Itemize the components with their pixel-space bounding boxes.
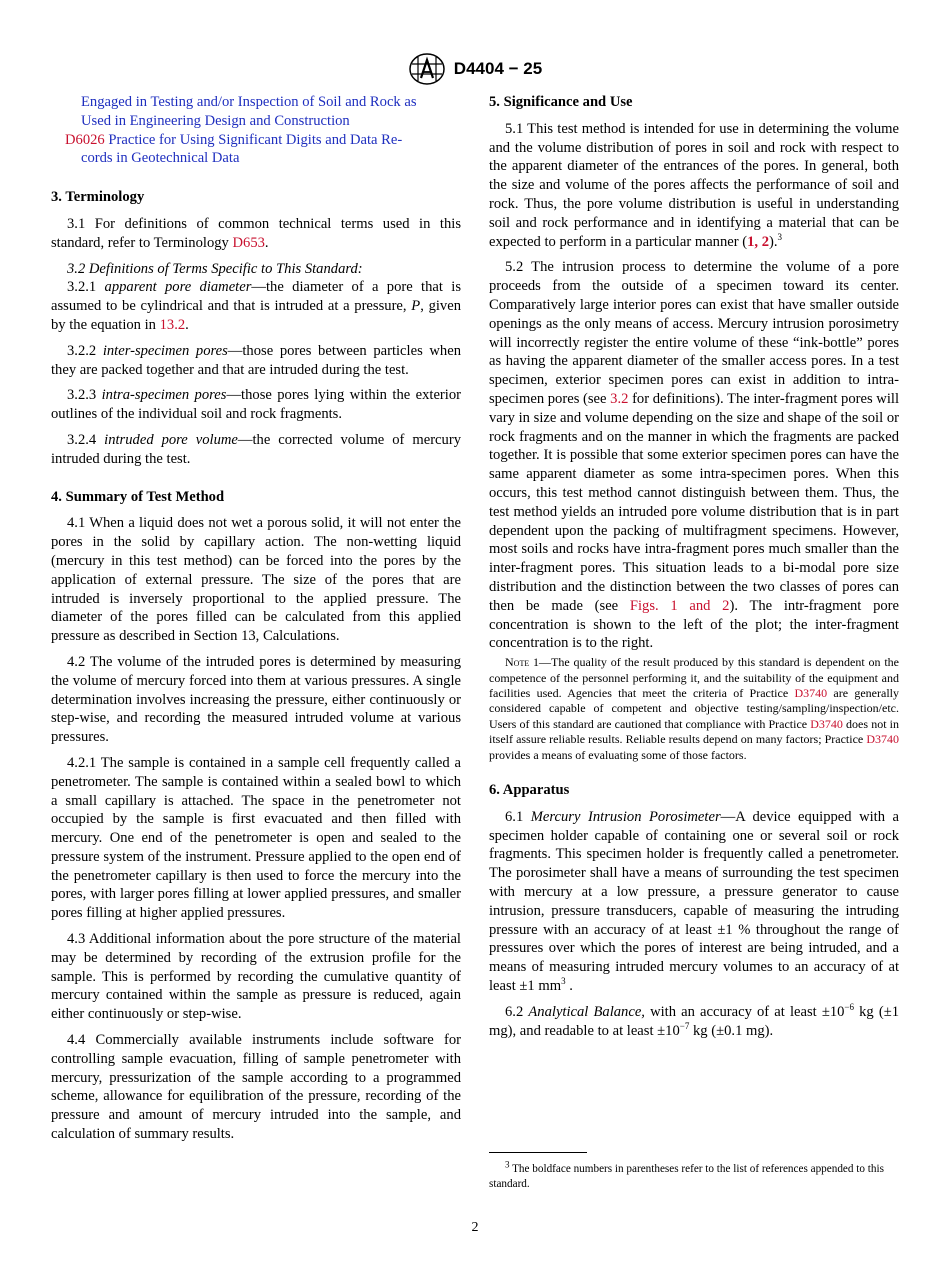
paragraph-3-2-3: 3.2.3 intra-specimen pores—those pores lying within the exterior outlines of the individual soil and rock fragments. [51,387,462,423]
footnote-divider [489,1152,587,1153]
paragraph-3-2-4: 3.2.4 intruded pore volume—the corrected volume of mercury intruded during the test. [51,431,461,467]
document-designation: D4404 − 25 [453,59,543,78]
section-heading-significance: 5. Significance and Use [489,94,633,110]
paragraph-4-2: 4.2 The volume of the intruded pores is determined by measuring the volume of mercury forced into them at various pressures. A single determination involves increasing the pressure, either continuously or step-wise, and recording the measured intruded volume at various pressures. [51,653,461,746]
paragraph-4-1: 4.1 When a liquid does not wet a porous solid, it will not enter the pores in the solid by capillary action. The non-wetting liquid (mercury in this test method) can be forced into the pores by the application of external pressure. The size of the pores that are intruded is inversely proportional to the applied pressure. The diameter of the pores filled can be calculated from this applied pressure as described in Section 13, Calculations. [51,515,461,645]
link-d3740[interactable]: D3740 [866,732,899,747]
paragraph-4-4: 4.4 Commercially available instruments include software for controlling sample evacuation, filling of sample penetrometer with mercury, pressurization of the sample according to a programmed scheme, allowance for equilibration of the pressure, recording of the pressure and amount of mercury intruded into the sample, and calculation of summary results. [51,1032,461,1143]
reference-citation-link[interactable]: 1, 2 [747,233,769,250]
paragraph-5-1: 5.1 This test method is intended for use in determining the volume and the volume distribution of pores in soil and rock with respect to the apparent diameter of the entrances of the pores. In general, both the size and volume of the pores affects the performance of soil and rock. Thus, the pore volume distribution is useful in understanding soil and rock performance and in identifying a material that can be expected to perform in a particular manner (1, 2).$^3$ [489,120,899,250]
link-d653[interactable]: D653 [232,234,265,251]
paragraph-3-2-2: 3.2.2 inter-specimen pores—those pores between particles when they are packed together and that are intruded during the test. [51,342,461,378]
link-3-2[interactable]: 3.2 [610,390,629,407]
reference-title-link[interactable]: Used in Engineering Design and Construction [81,112,350,129]
left-column [51,93,461,1151]
paragraph-3-1: 3.1 For definitions of common technical terms used in this standard, refer to Terminology D653. [51,215,461,251]
note-label: Note [505,655,530,670]
note-1: Note 1—The quality of the result produced by this standard is dependent on the competence of the personnel performing it, and the suitability of the equipment and facilities used. Agencies that meet the criteria of Practice D3740 are generally considered capable of competent and objective testing/sampling/inspection/etc. Users of this standard are cautioned that compliance with Practice D3740 does not in itself assure reliable results. Reliable results depend on many factors; Practice D3740 provides a means of evaluating some of those factors. [489,655,899,762]
reference-entry [51,131,461,169]
page-number: 2 [471,1220,479,1235]
link-13-2[interactable]: 13.2 [159,316,186,333]
paragraph-6-2: 6.2 Analytical Balance, with an accuracy of at least $\pm 10^{-6}$ kg (±1 mg), and readable to at least $\pm 10^{-7}$ kg (±0.1 mg). [489,1001,900,1039]
paragraph-3-2-1: 3.2.1 apparent pore diameter—the diameter of a pore that is assumed to be cylindrical and that is intruded at a pressure, P, given by the equation in 13.2. [51,279,461,333]
astm-logo-icon [408,52,446,86]
paragraph-6-1: 6.1 Mercury Intrusion Porosimeter—A device equipped with a specimen holder capable of containing one or several soil or rock fragments. This specimen holder is frequently called a penetrometer. The porosimeter shall have a means of surrounding the test specimen with mercury at a low pressure, a pressure generator to cause intrusion, pressure transducers, capable of measuring the intruding pressure with an accuracy of at least ±1 % throughout the range of pressures over which the pores of interest are being intruded, and a means of measuring intruded mercury volumes to an accuracy of at least ±1 $mm^3$ . [489,808,900,994]
section-heading-summary: 4. Summary of Test Method [51,488,225,505]
link-figures[interactable]: Figs. 1 and 2 [629,597,730,614]
reference-title-link[interactable]: cords in Geotechnical Data [81,150,240,167]
paragraph-3-2: 3.2 Definitions of Terms Specific to This Standard: [67,260,363,277]
reference-entry [51,93,461,131]
paragraph-5-2: 5.2 The intrusion process to determine the volume of a pore proceeds from the outside of a specimen toward its center. Comparatively large interior pores can exist that have smaller outside openings as the only means of access. Mercury intrusion porosimetry will incorrectly register the entire volume of these “ink-bottle” pores as having the apparent diameter of the smaller access pores. In a test specimen, exterior specimen pores can exist in addition to intra-specimen pores (see 3.2 for definitions). The inter-fragment pores will vary in size and volume depending on the size and shape of the soil or rock fragments and on the manner in which the fragments are packed together. It is possible that some exterior specimen pores can have the same apparent diameter as some intra-specimen pores. When this occurs, this test method cannot distinguish between them. Thus, the test method yields an intruded pore volume distribution that is in part dependent upon the packing of multifragment specimens. However, most soils and rocks have intra-fragment pores much smaller than the inter-fragment pores. This situation leads to a bi-modal pore size distribution and the distinction between the two classes of pores can then be made (see Figs. 1 and 2). The intr-fragment pore concentration is shown to the left of the plot; the inter-fragment concentration is to the right. [489,259,900,652]
right-column [489,93,899,1047]
reference-code-link[interactable]: D6026 [65,131,105,148]
paragraph-4-2-1: 4.2.1 The sample is contained in a sample cell frequently called a penetrometer. The sample is contained within a sealed bowl to which a small capillary is attached. The space in the penetrometer not occupied by the sample is first evacuated and then filled with mercury. One end of the penetrometer is open and sealed to the pressure system of the instrument. Pressure applied to the open end of the penetrometer capillary is then used to force the mercury into the pores, with larger pores filling at lower applied pressures, and smaller pores filling at higher applied pressures. [51,754,461,922]
paragraph-4-3: 4.3 Additional information about the pore structure of the material may be determined by recording of the extrusion profile for the sample. This is performed by recording the cumulative quantity of mercury contained within the sample as pressure is reduced, again either continuously or step-wise. [51,931,461,1023]
footnote-3: $^3$ The boldface numbers in parentheses refer to the list of references appended to this standard. [489,1159,884,1190]
link-d3740[interactable]: D3740 [810,716,843,731]
section-heading-apparatus: 6. Apparatus [489,781,570,798]
reference-title-link[interactable]: Practice for Using Significant Digits and Data Re- [104,131,403,148]
page-header [0,52,950,86]
link-d3740[interactable]: D3740 [794,685,828,700]
footnote-marker[interactable]: 3 [777,231,783,242]
section-heading-terminology: 3. Terminology [51,189,145,206]
reference-title-link[interactable]: Engaged in Testing and/or Inspection of Soil and Rock as [81,94,417,110]
